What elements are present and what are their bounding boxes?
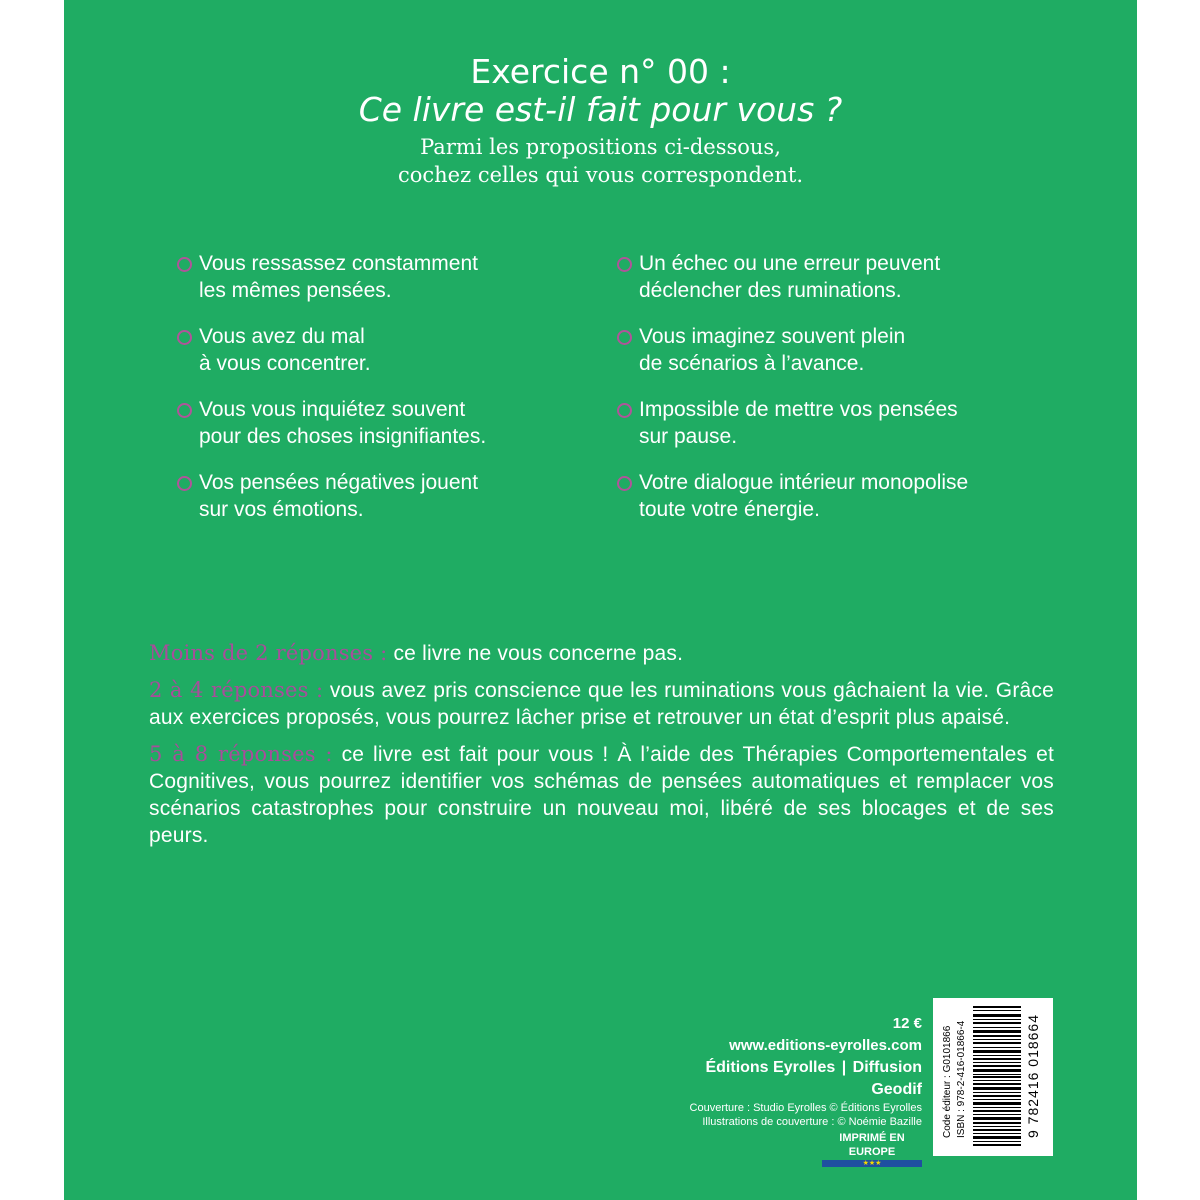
publisher-block (664, 1013, 922, 1101)
isbn-text: ISBN : 978-2-416-01866-4 (956, 1020, 967, 1138)
printed-label: IMPRIMÉ EN EUROPE (839, 1132, 905, 1158)
barcode-panel (933, 998, 1053, 1156)
checklist-item-line-2: sur vos émotions. (199, 498, 364, 521)
checklist-item-line-1: Votre dialogue intérieur monopolise (639, 471, 969, 494)
results-section (149, 640, 1054, 859)
checkbox-circle-icon[interactable] (177, 403, 192, 418)
editor-name: Éditions Eyrolles (705, 1059, 836, 1076)
credit-illustrations: Illustrations de couverture : © Noémie Bazille (702, 1116, 922, 1128)
checklist-right-column (617, 250, 1057, 542)
separator: | (841, 1059, 847, 1076)
checklist-item[interactable] (617, 396, 1057, 450)
result-paragraph (149, 741, 1054, 849)
publisher-website-link[interactable]: www.editions-eyrolles.com (729, 1037, 922, 1054)
checklist-item-line-1: Vous ressassez constamment (199, 252, 478, 275)
publisher-code: Code éditeur : G0101866 (942, 1025, 953, 1138)
checklist-item[interactable] (177, 396, 617, 450)
distributor-name: Diffusion Geodif (852, 1059, 922, 1098)
checklist-item[interactable] (177, 323, 617, 377)
result-label: 5 à 8 réponses : (149, 742, 333, 766)
checklist-item-line-2: les mêmes pensées. (199, 279, 392, 302)
price: 12 € (892, 1015, 922, 1032)
result-text: ce livre est fait pour vous ! À l’aide des Thérapies Comportementales et Cognitives, vous pourrez identifier vos schémas de pensées automatiques et remplacer vos scénarios catastrophes pour construire un nouveau moi, libéré de ses blocages et de ses peurs. (149, 743, 1055, 847)
printed-in-europe-badge (822, 1131, 922, 1167)
checklist-item-line-2: déclencher des ruminations. (639, 279, 902, 302)
checklist-item-line-1: Vos pensées négatives jouent (199, 471, 479, 494)
result-paragraph (149, 640, 1054, 667)
checklist-item-line-2: pour des choses insignifiantes. (199, 425, 487, 448)
checklist-item-line-2: à vous concentrer. (199, 352, 371, 375)
credits (664, 1101, 922, 1129)
checklist-left-column (177, 250, 617, 542)
result-paragraph (149, 677, 1054, 731)
barcode-icon (973, 1006, 1021, 1148)
checkbox-circle-icon[interactable] (617, 330, 632, 345)
checklist-item-line-1: Vous imaginez souvent plein (639, 325, 906, 348)
checklist-item[interactable] (617, 323, 1057, 377)
checkbox-circle-icon[interactable] (617, 476, 632, 491)
checklist-item[interactable] (177, 250, 617, 304)
result-text: ce livre ne vous concerne pas. (387, 642, 684, 665)
result-text: vous avez pris conscience que les ruminations vous gâchaient la vie. Grâce aux exercices proposés, vous pourrez lâcher prise et retrouver un état d’esprit plus apaisé. (149, 679, 1054, 729)
exercise-title: Exercice n° 00 : (470, 52, 731, 91)
checklist-item-line-2: sur pause. (639, 425, 738, 448)
instructions (64, 133, 1137, 189)
barcode-digits: 9 782416 018664 (1025, 1014, 1041, 1138)
checkbox-circle-icon[interactable] (177, 257, 192, 272)
result-label: Moins de 2 réponses : (149, 641, 388, 665)
checklist-item-line-1: Un échec ou une erreur peuvent (639, 252, 941, 275)
checkbox-circle-icon[interactable] (617, 403, 632, 418)
checklist-item-line-1: Impossible de mettre vos pensées (639, 398, 958, 421)
eu-flag-icon: ★★★ (822, 1160, 922, 1167)
checklist-item-line-1: Vous vous inquiétez souvent (199, 398, 466, 421)
checklist-item-line-2: toute votre énergie. (639, 498, 820, 521)
exercise-question: Ce livre est-il fait pour vous ? (358, 90, 843, 129)
checklist-item[interactable] (617, 250, 1057, 304)
checklist-item-line-2: de scénarios à l’avance. (639, 352, 865, 375)
credit-cover: Couverture : Studio Eyrolles © Éditions Eyrolles (689, 1102, 922, 1114)
checklist-item[interactable] (177, 469, 617, 523)
result-label: 2 à 4 réponses : (149, 678, 324, 702)
instructions-line-1: Parmi les propositions ci-dessous, (420, 135, 781, 159)
book-back-cover (64, 0, 1137, 1200)
instructions-line-2: cochez celles qui vous correspondent. (397, 163, 803, 187)
publisher-name (664, 1057, 922, 1101)
checklist-item-line-1: Vous avez du mal (199, 325, 365, 348)
checkbox-circle-icon[interactable] (177, 476, 192, 491)
checkbox-circle-icon[interactable] (177, 330, 192, 345)
checkbox-circle-icon[interactable] (617, 257, 632, 272)
checklist-item[interactable] (617, 469, 1057, 523)
